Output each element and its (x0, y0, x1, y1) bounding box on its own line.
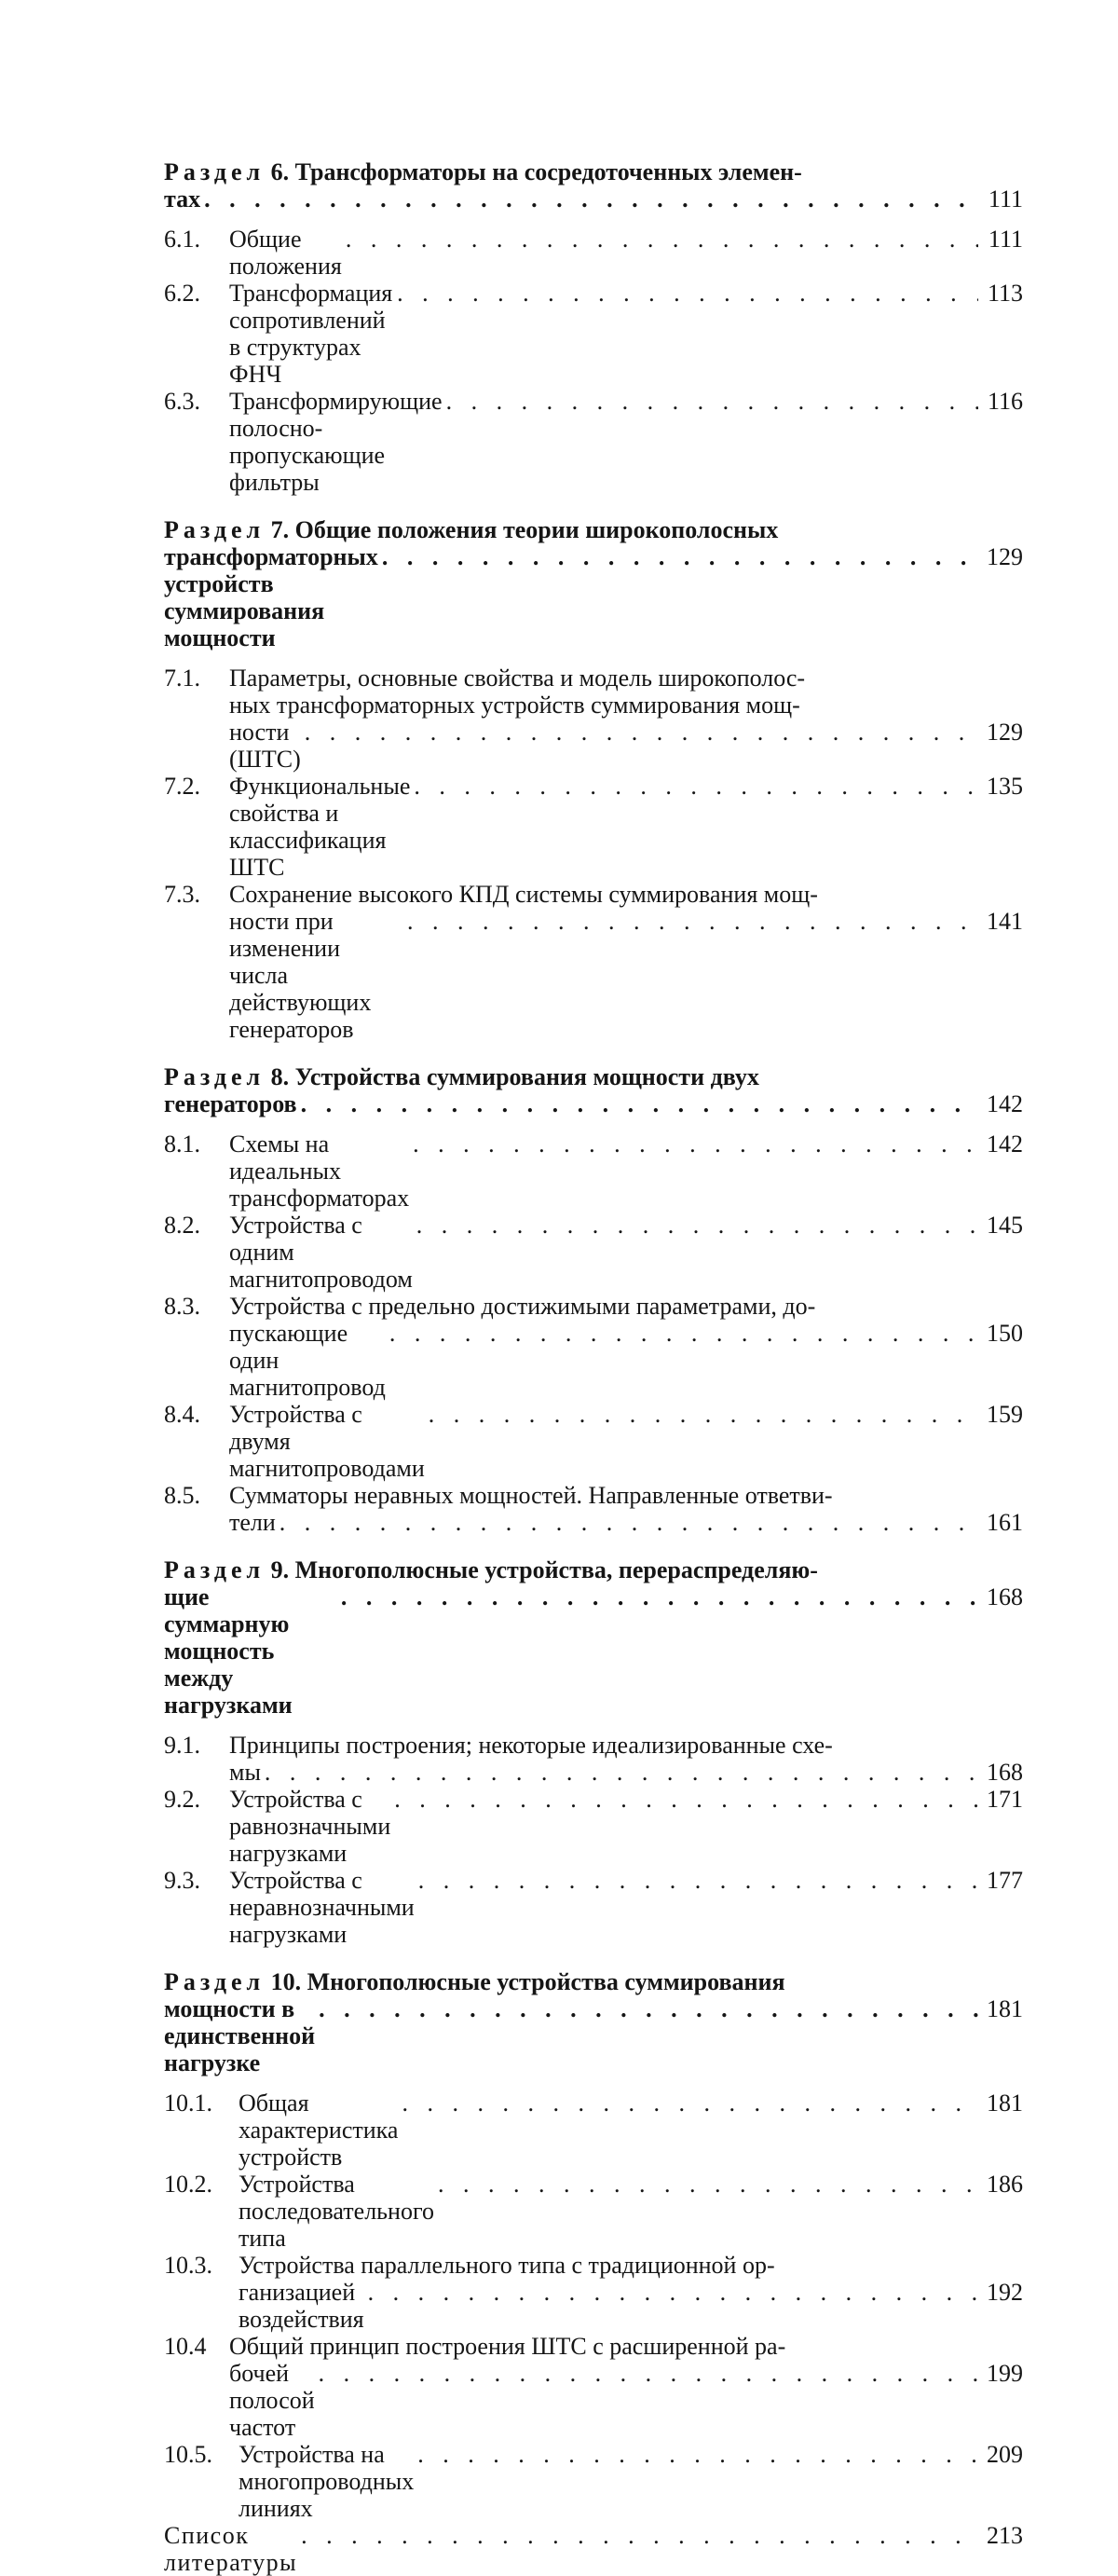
entry-number: 9.2. (164, 1786, 200, 1813)
entry-line (229, 1482, 1023, 1509)
section-word: Раздел (164, 516, 266, 543)
toc-entry (164, 881, 1023, 1043)
section-title: Общие положения теории широкополосных (294, 516, 779, 543)
entry-text: бочей полосой частот (229, 2360, 315, 2441)
section-heading-text (164, 1556, 818, 1583)
entry-line (229, 692, 1023, 719)
toc-entry (164, 1293, 1023, 1401)
entry-number: 9.1. (164, 1732, 200, 1759)
entry-body (239, 2171, 1023, 2252)
dot-leader (389, 1320, 978, 1347)
dot-leader (429, 1401, 978, 1428)
references-entry (164, 2522, 1023, 2576)
entry-text: Устройства с неравнозначными нагрузками (229, 1867, 415, 1948)
section-heading-line (164, 516, 1023, 543)
toc-entry (164, 665, 1023, 773)
entry-number: 6.2. (164, 280, 200, 307)
entry-text: Устройства на многопроводных линиях (239, 2441, 415, 2522)
dot-leader (413, 1130, 978, 1158)
section-heading (164, 158, 1023, 212)
page-number: 181 (987, 1995, 1023, 2022)
page-number: 145 (987, 1212, 1023, 1239)
entry-body (229, 773, 1023, 881)
entry-text: Трансформация сопротивлений в структурах ФНЧ (229, 280, 393, 388)
entry-body (229, 388, 1023, 496)
entry-body (229, 280, 1023, 388)
page-number: 213 (987, 2522, 1023, 2549)
entry-number: 6.3. (164, 388, 200, 415)
entry-line (229, 2360, 1023, 2441)
entry-number: 6.1. (164, 226, 200, 253)
toc-entry (164, 280, 1023, 388)
entry-line (229, 1759, 1023, 1786)
section-word: Раздел (164, 1968, 266, 1995)
entry-list (164, 1130, 1023, 1536)
toc-entry (164, 2441, 1023, 2522)
entry-line (229, 1732, 1023, 1759)
section-word: Раздел (164, 1063, 266, 1090)
page-number: 111 (988, 226, 1023, 253)
section-title: щие суммарную мощность между нагрузками (164, 1583, 293, 1719)
entry-number: 7.2. (164, 773, 200, 800)
page-number: 181 (987, 2090, 1023, 2117)
page-number: 209 (987, 2441, 1023, 2468)
entry-number: 8.3. (164, 1293, 200, 1320)
entry-text: Общие положения (229, 226, 342, 280)
page-number: 159 (987, 1401, 1023, 1428)
entry-text: Сумматоры неравных мощностей. Направленные ответви- (229, 1482, 833, 1509)
entry-body (229, 1293, 1023, 1401)
entry-line (229, 773, 1023, 881)
entry-line (229, 388, 1023, 496)
page-number: 161 (987, 1509, 1023, 1536)
entry-list (164, 2090, 1023, 2522)
dot-leader (305, 719, 978, 746)
entry-body (229, 1867, 1023, 1948)
section-word: Раздел (164, 158, 266, 185)
page-number: 129 (987, 543, 1023, 570)
entry-body (229, 1732, 1023, 1786)
section-title: тах (164, 185, 201, 212)
entry-text: Общая характеристика устройств (239, 2090, 399, 2171)
dot-leader (446, 388, 978, 415)
dot-leader (417, 2441, 978, 2468)
toc-entry (164, 773, 1023, 881)
section-heading-text (164, 516, 778, 543)
entry-body (239, 2252, 1023, 2333)
entry-number: 8.1. (164, 1130, 200, 1158)
entry-line (239, 2090, 1023, 2171)
entry-text: Принципы построения; некоторые идеализированные схе- (229, 1732, 833, 1759)
section-heading-line (164, 1583, 1023, 1719)
dot-leader (341, 1583, 978, 1610)
page-number: 150 (987, 1320, 1023, 1347)
entry-body (229, 1401, 1023, 1482)
entry-line (239, 2441, 1023, 2522)
toc-entry (164, 2090, 1023, 2171)
page-number: 171 (987, 1786, 1023, 1813)
toc-entry (164, 2171, 1023, 2252)
toc-entry (164, 1482, 1023, 1536)
entry-body (229, 665, 1023, 773)
entry-text: Устройства с предельно достижимыми параметрами, до- (229, 1293, 816, 1320)
entry-number: 10.3. (164, 2252, 212, 2279)
toc-entry (164, 388, 1023, 496)
section-heading-line (164, 1556, 1023, 1583)
page-number: 177 (987, 1867, 1023, 1894)
entry-line (229, 665, 1023, 692)
dot-leader (402, 2090, 978, 2117)
dot-leader (397, 280, 978, 307)
entry-line (229, 1293, 1023, 1320)
section-title: трансформаторных устройств суммирования мощности (164, 543, 378, 651)
entry-text: Сохранение высокого КПД системы суммирования мощ- (229, 881, 818, 908)
entry-body (229, 881, 1023, 1043)
references-label: Список литературы (164, 2522, 298, 2576)
entry-body (239, 2090, 1023, 2171)
dot-leader (301, 2522, 978, 2549)
dot-leader (382, 543, 978, 570)
page-number: 129 (987, 719, 1023, 746)
entry-text: Устройства с равнозначными нагрузками (229, 1786, 391, 1867)
entry-line (229, 1401, 1023, 1482)
toc-entry (164, 1786, 1023, 1867)
toc-entry (164, 1732, 1023, 1786)
entry-number: 10.4 (164, 2333, 207, 2360)
entry-list (164, 226, 1023, 496)
dot-leader (346, 226, 978, 253)
entry-line (229, 881, 1023, 908)
dot-leader (438, 2171, 978, 2198)
entry-text: Трансформирующие полосно-пропускающие фильтры (229, 388, 443, 496)
entry-body (229, 226, 1023, 280)
section-number: 6. (270, 158, 290, 185)
section-heading-line (164, 1090, 1023, 1117)
entry-number: 10.2. (164, 2171, 212, 2198)
entry-line (229, 1867, 1023, 1948)
page-number: 199 (987, 2360, 1023, 2387)
entry-body (229, 2333, 1023, 2441)
entry-number: 7.3. (164, 881, 200, 908)
section-heading (164, 516, 1023, 651)
page-number: 135 (987, 773, 1023, 800)
entry-text: ганизацией воздействия (239, 2279, 364, 2333)
entry-text: ности при изменении числа действующих генераторов (229, 908, 372, 1043)
page-number: 142 (987, 1090, 1023, 1117)
entry-text: мы (229, 1759, 261, 1786)
section-number: 10. (270, 1968, 302, 1995)
section-title: Многополюсные устройства суммирования (307, 1968, 785, 1995)
entry-line (229, 1786, 1023, 1867)
entry-body (239, 2441, 1023, 2522)
entry-text: Схемы на идеальных трансформаторах (229, 1130, 410, 1212)
table-of-contents (164, 158, 1023, 2576)
dot-leader (407, 908, 978, 935)
entry-text: тели (229, 1509, 276, 1536)
entry-text: Устройства параллельного типа с традиционной ор- (239, 2252, 775, 2279)
dot-leader (265, 1759, 978, 1786)
dot-leader (368, 2279, 978, 2306)
dot-leader (416, 1212, 978, 1239)
entry-body (229, 1786, 1023, 1867)
entry-line (229, 2333, 1023, 2360)
entry-number: 7.1. (164, 665, 200, 692)
section-heading-line (164, 1995, 1023, 2076)
section-title: генераторов (164, 1090, 297, 1117)
entry-number: 8.2. (164, 1212, 200, 1239)
entry-body (229, 1482, 1023, 1536)
entry-line (229, 908, 1023, 1043)
entry-line (239, 2279, 1023, 2333)
page-number: 141 (987, 908, 1023, 935)
entry-line (229, 719, 1023, 773)
entry-list (164, 1732, 1023, 1948)
entry-body (229, 1212, 1023, 1293)
section-heading (164, 1556, 1023, 1719)
page-number: 168 (987, 1583, 1023, 1610)
toc-entry (164, 226, 1023, 280)
page-number: 111 (988, 185, 1023, 212)
entry-text: Функциональные свойства и классификация ШТС (229, 773, 411, 881)
entry-text: Общий принцип построения ШТС с расширенной ра- (229, 2333, 786, 2360)
section-heading-line (164, 1063, 1023, 1090)
page-number: 116 (987, 388, 1023, 415)
entry-text: Параметры, основные свойства и модель широкополос- (229, 665, 806, 692)
section-number: 9. (270, 1556, 290, 1583)
section-heading-text (164, 158, 802, 185)
entry-line (239, 2171, 1023, 2252)
section-heading-text (164, 1063, 759, 1090)
section-heading (164, 1063, 1023, 1117)
section-number: 8. (270, 1063, 290, 1090)
entry-number: 9.3. (164, 1867, 200, 1894)
section-heading-text (164, 1968, 785, 1995)
toc-entry (164, 1212, 1023, 1293)
dot-leader (394, 1786, 978, 1813)
page-number: 113 (987, 280, 1023, 307)
section-title: Устройства суммирования мощности двух (294, 1063, 759, 1090)
entry-text: ных трансформаторных устройств суммирования мощ- (229, 692, 800, 719)
page-number: 168 (987, 1759, 1023, 1786)
page-number: 186 (987, 2171, 1023, 2198)
section-heading (164, 1968, 1023, 2076)
page-number: 192 (987, 2279, 1023, 2306)
entry-line (239, 2252, 1023, 2279)
entry-line (229, 1212, 1023, 1293)
section-title: Трансформаторы на сосредоточенных элемен- (294, 158, 802, 185)
toc-entry (164, 1867, 1023, 1948)
entry-number: 8.5. (164, 1482, 200, 1509)
entry-text: Устройства с двумя магнитопроводами (229, 1401, 425, 1482)
toc-entry (164, 1130, 1023, 1212)
section-title: Многополюсные устройства, перераспределяю- (294, 1556, 818, 1583)
dot-leader (319, 2360, 978, 2387)
toc-entry (164, 2252, 1023, 2333)
dot-leader (301, 1090, 978, 1117)
page-number: 142 (987, 1130, 1023, 1158)
entry-text: Устройства с одним магнитопроводом (229, 1212, 413, 1293)
entry-line (229, 1509, 1023, 1536)
entry-list (164, 665, 1023, 1043)
dot-leader (418, 1867, 978, 1894)
entry-line (229, 1320, 1023, 1401)
entry-line (229, 1130, 1023, 1212)
section-number: 7. (270, 516, 290, 543)
dot-leader (414, 773, 978, 800)
entry-text: ности (ШТС) (229, 719, 301, 773)
entry-number: 8.4. (164, 1401, 200, 1428)
section-title: мощности в единственной нагрузке (164, 1995, 316, 2076)
section-heading-line (164, 185, 1023, 212)
entry-text: пускающие один магнитопровод (229, 1320, 386, 1401)
entry-text: Устройства последовательного типа (239, 2171, 434, 2252)
toc-entry (164, 2333, 1023, 2441)
dot-leader (204, 185, 978, 212)
entry-line (229, 280, 1023, 388)
dot-leader (280, 1509, 978, 1536)
section-heading-line (164, 543, 1023, 651)
entry-line (229, 226, 1023, 280)
toc-entry (164, 1401, 1023, 1482)
section-heading-line (164, 1968, 1023, 1995)
section-heading-line (164, 158, 1023, 185)
section-word: Раздел (164, 1556, 266, 1583)
dot-leader (319, 1995, 978, 2022)
entry-number: 10.5. (164, 2441, 212, 2468)
entry-body (229, 1130, 1023, 1212)
entry-number: 10.1. (164, 2090, 212, 2117)
